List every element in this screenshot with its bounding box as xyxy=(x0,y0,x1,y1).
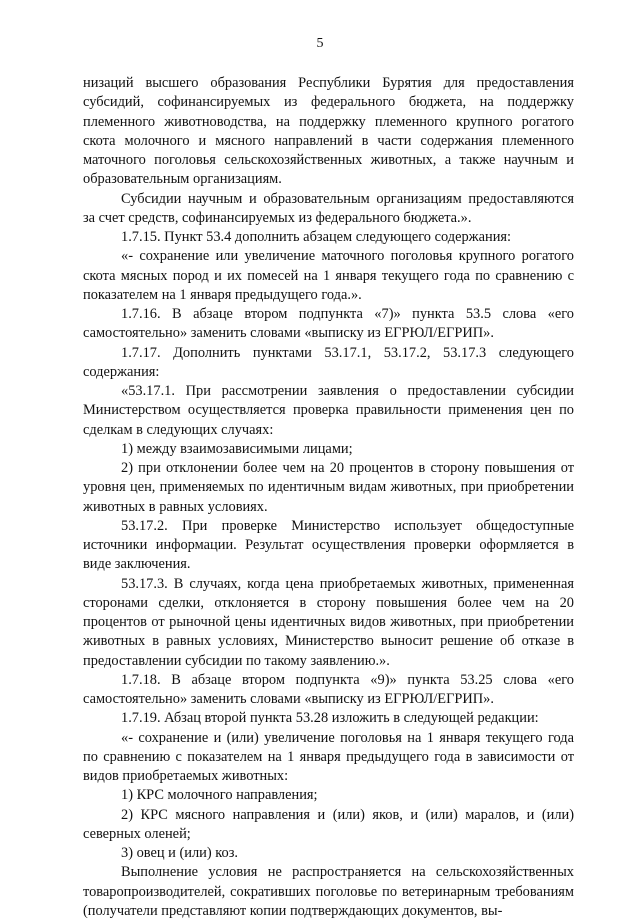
paragraph-10: 53.17.2. При проверке Министерство использует общедоступные источники информации. Результат осуществления проверки оформляется в виде заключения. xyxy=(83,517,574,573)
paragraph-5: 1.7.16. В абзаце втором подпункта «7)» пункта 53.5 слова «его самостоятельно» заменить словами «выписку из ЕГРЮЛ/ЕГРИП». xyxy=(83,306,574,342)
paragraph-16: 2) КРС мясного направления и (или) яков, и (или) маралов, и (или) северных оленей; xyxy=(83,806,574,842)
paragraph-18: Выполнение условия не распространяется на сельскохозяйственных товаропроизводителей, сокративших поголовье по ветеринарным требованиям (получатели представляют копии подтверждающих документов, вы- xyxy=(83,864,574,919)
paragraph-3: 1.7.15. Пункт 53.4 дополнить абзацем следующего содержания: xyxy=(121,229,512,245)
page-number: 5 xyxy=(316,36,324,51)
paragraph-15: 1) КРС молочного направления; xyxy=(121,787,318,804)
paragraph-6: 1.7.17. Дополнить пунктами 53.17.1, 53.17.2, 53.17.3 следующего содержания: xyxy=(83,344,574,380)
paragraph-11: 53.17.3. В случаях, когда цена приобретаемых животных, примененная сторонами сделки, отклоняется в сторону повышения более чем на 20 процентов от рыночной цены идентичных видов животных, при приобретении животных в равных условиях, Министерство выносит решение об отказе в предоставлении субсидии по такому заявлению.». xyxy=(83,575,574,669)
paragraph-14: «- сохранение и (или) увеличение поголовья на 1 января текущего года по сравнению с показателем на 1 января предыдущего года в зависимости от видов приобретаемых животных: xyxy=(83,729,574,784)
paragraph-12: 1.7.18. В абзаце втором подпункта «9)» пункта 53.25 слова «его самостоятельно» заменить словами «выписку из ЕГРЮЛ/ЕГРИП». xyxy=(83,671,574,707)
paragraph-13: 1.7.19. Абзац второй пункта 53.28 изложить в следующей редакции: xyxy=(121,710,539,727)
paragraph-4: «- сохранение или увеличение маточного поголовья крупного рогатого скота мясных пород и их помесей на 1 января текущего года по сравнению с показателем на 1 января предыдущего года.». xyxy=(83,248,574,303)
paragraph-9: 2) при отклонении более чем на 20 процентов в сторону повышения от уровня цен, применяемых по идентичным видам животных, при приобретении животных в равных условиях. xyxy=(83,460,574,515)
paragraph-1: низаций высшего образования Республики Бурятия для предоставления субсидий, софинансируемых из федерального бюджета, на поддержку племенного животноводства, на поддержку племенного крупного рогатого скота молочного и мясного направлений в части содержания племенного маточного поголовья сельскохозяйственных животных, а также научным и образовательным организациям. xyxy=(83,75,574,188)
paragraph-8: 1) между взаимозависимыми лицами; xyxy=(121,440,353,457)
paragraph-17: 3) овец и (или) коз. xyxy=(121,845,238,861)
document-body xyxy=(83,74,574,921)
paragraph-2: Субсидии научным и образовательным организациям предоставляются за счет средств, софинансируемых из федерального бюджета.». xyxy=(83,190,574,226)
paragraph-7: «53.17.1. При рассмотрении заявления о предоставлении субсидии Министерством осуществляется проверка правильности применения цен по сделкам в следующих случаях: xyxy=(83,383,574,438)
